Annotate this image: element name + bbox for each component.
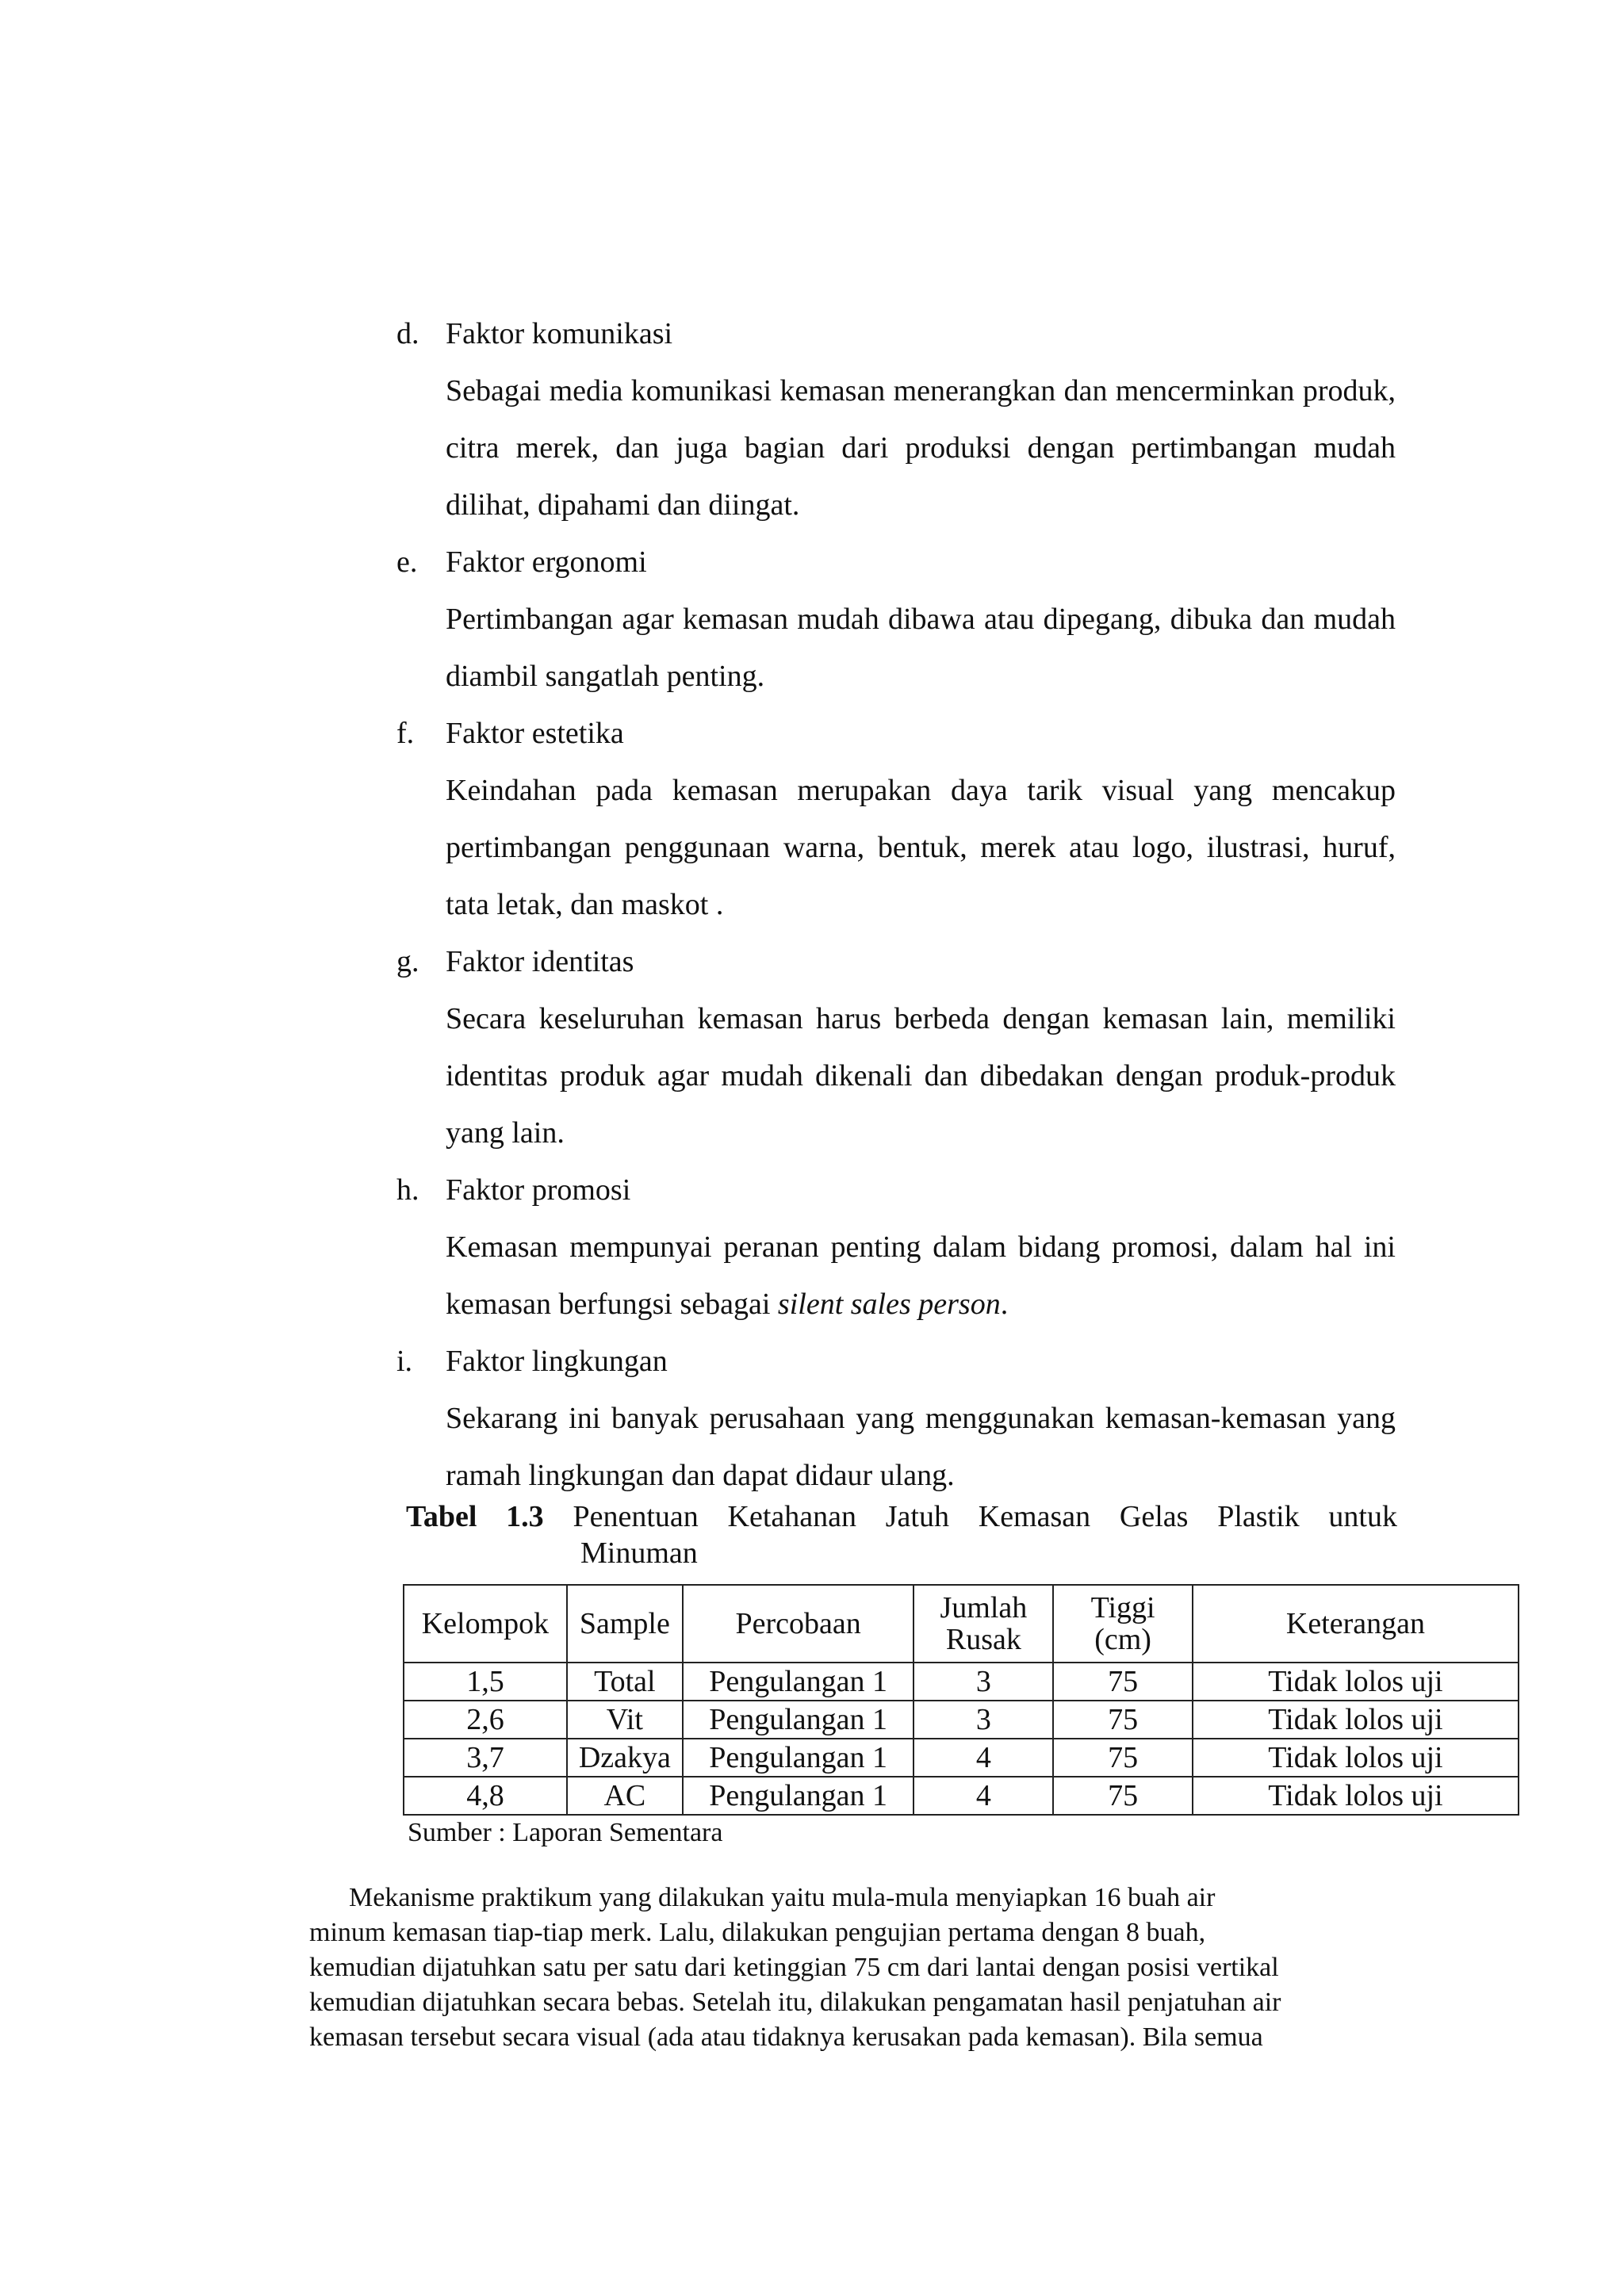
table-caption-text: Penentuan Ketahanan Jatuh Kemasan Gelas Plastik untuk <box>573 1500 1397 1533</box>
item-body: Keindahan pada kemasan merupakan daya tarik visual yang mencakup pertimbangan penggunaan warna, bentuk, merek atau logo, ilustrasi, huruf, tata letak, dan maskot . <box>446 774 1396 921</box>
cell-keterangan: Tidak lolos uji <box>1193 1663 1519 1701</box>
factor-list <box>396 305 1396 1504</box>
item-title: Faktor komunikasi <box>446 317 673 350</box>
header-kelompok: Kelompok <box>404 1585 567 1663</box>
cell-jumlah: 3 <box>914 1663 1053 1701</box>
item-body-end: . <box>1000 1288 1009 1321</box>
item-letter: g. <box>396 945 419 978</box>
header-tinggi: Tiggi (cm) <box>1053 1585 1193 1663</box>
table-caption-label: Tabel 1.3 <box>406 1500 544 1533</box>
table-caption <box>406 1498 1397 1571</box>
item-title: Faktor identitas <box>446 945 634 978</box>
cell-tinggi: 75 <box>1053 1663 1193 1701</box>
item-body: Sebagai media komunikasi kemasan menerangkan dan mencerminkan produk, citra merek, dan juga bagian dari produksi dengan pertimbangan mudah dilihat, dipahami dan diingat. <box>446 374 1396 522</box>
factor-item-e <box>396 534 1396 705</box>
drop-test-table <box>403 1584 1519 1816</box>
factor-item-f <box>396 705 1396 933</box>
item-body-text: Kemasan mempunyai peranan penting dalam bidang promosi, dalam hal ini kemasan berfungsi sebagai <box>446 1230 1396 1321</box>
item-letter: d. <box>396 317 419 350</box>
table-source: Sumber : Laporan Sementara <box>408 1818 723 1847</box>
item-title: Faktor ergonomi <box>446 545 647 579</box>
header-keterangan: Keterangan <box>1193 1585 1519 1663</box>
item-letter: i. <box>396 1345 413 1378</box>
item-body: Secara keseluruhan kemasan harus berbeda dengan kemasan lain, memiliki identitas produk agar mudah dikenali dan dibedakan dengan produk-produk yang lain. <box>446 1002 1396 1150</box>
table-row <box>404 1701 1519 1739</box>
paragraph-line: kemudian dijatuhkan secara bebas. Setelah itu, dilakukan pengamatan hasil penjatuhan air <box>309 1988 1281 2017</box>
cell-kelompok: 3,7 <box>404 1739 567 1777</box>
factor-item-g <box>396 933 1396 1161</box>
cell-tinggi: 75 <box>1053 1739 1193 1777</box>
cell-keterangan: Tidak lolos uji <box>1193 1701 1519 1739</box>
item-letter: e. <box>396 545 418 579</box>
cell-sample: Dzakya <box>567 1739 683 1777</box>
cell-kelompok: 2,6 <box>404 1701 567 1739</box>
factor-item-i <box>396 1333 1396 1504</box>
cell-percobaan: Pengulangan 1 <box>683 1701 914 1739</box>
cell-sample: Vit <box>567 1701 683 1739</box>
header-jumlah-rusak: Jumlah Rusak <box>914 1585 1053 1663</box>
cell-jumlah: 4 <box>914 1739 1053 1777</box>
header-percobaan: Percobaan <box>683 1585 914 1663</box>
cell-percobaan: Pengulangan 1 <box>683 1777 914 1815</box>
cell-sample: AC <box>567 1777 683 1815</box>
item-body-italic: silent sales person <box>777 1288 1001 1321</box>
item-body: Sekarang ini banyak perusahaan yang menggunakan kemasan-kemasan yang ramah lingkungan dan dapat didaur ulang. <box>446 1402 1396 1492</box>
cell-jumlah: 3 <box>914 1701 1053 1739</box>
paragraph-line: kemudian dijatuhkan satu per satu dari ketinggian 75 cm dari lantai dengan posisi vertikal <box>309 1953 1279 1982</box>
cell-keterangan: Tidak lolos uji <box>1193 1777 1519 1815</box>
cell-tinggi: 75 <box>1053 1777 1193 1815</box>
item-title: Faktor lingkungan <box>446 1345 668 1378</box>
item-letter: f. <box>396 717 415 750</box>
paragraph-line: minum kemasan tiap-tiap merk. Lalu, dilakukan pengujian pertama dengan 8 buah, <box>309 1918 1206 1947</box>
item-body: Pertimbangan agar kemasan mudah dibawa atau dipegang, dibuka dan mudah diambil sangatlah penting. <box>446 603 1396 693</box>
cell-sample: Total <box>567 1663 683 1701</box>
table-row <box>404 1663 1519 1701</box>
paragraph-line: kemasan tersebut secara visual (ada atau tidaknya kerusakan pada kemasan). Bila semua <box>309 2022 1263 2052</box>
cell-percobaan: Pengulangan 1 <box>683 1739 914 1777</box>
item-title: Faktor estetika <box>446 717 624 750</box>
table-row <box>404 1739 1519 1777</box>
factor-item-h <box>396 1161 1396 1333</box>
item-body <box>446 1219 1396 1333</box>
cell-kelompok: 1,5 <box>404 1663 567 1701</box>
cell-percobaan: Pengulangan 1 <box>683 1663 914 1701</box>
paragraph-line: Mekanisme praktikum yang dilakukan yaitu mula-mula menyiapkan 16 buah air <box>349 1883 1216 1912</box>
cell-kelompok: 4,8 <box>404 1777 567 1815</box>
header-sample: Sample <box>567 1585 683 1663</box>
table-caption-text-continued: Minuman <box>580 1536 698 1570</box>
item-letter: h. <box>396 1173 419 1207</box>
body-paragraph <box>309 1881 1404 2055</box>
cell-keterangan: Tidak lolos uji <box>1193 1739 1519 1777</box>
factor-item-d <box>396 305 1396 534</box>
table-header-row <box>404 1585 1519 1663</box>
cell-tinggi: 75 <box>1053 1701 1193 1739</box>
cell-jumlah: 4 <box>914 1777 1053 1815</box>
table-row <box>404 1777 1519 1815</box>
item-title: Faktor promosi <box>446 1173 631 1207</box>
